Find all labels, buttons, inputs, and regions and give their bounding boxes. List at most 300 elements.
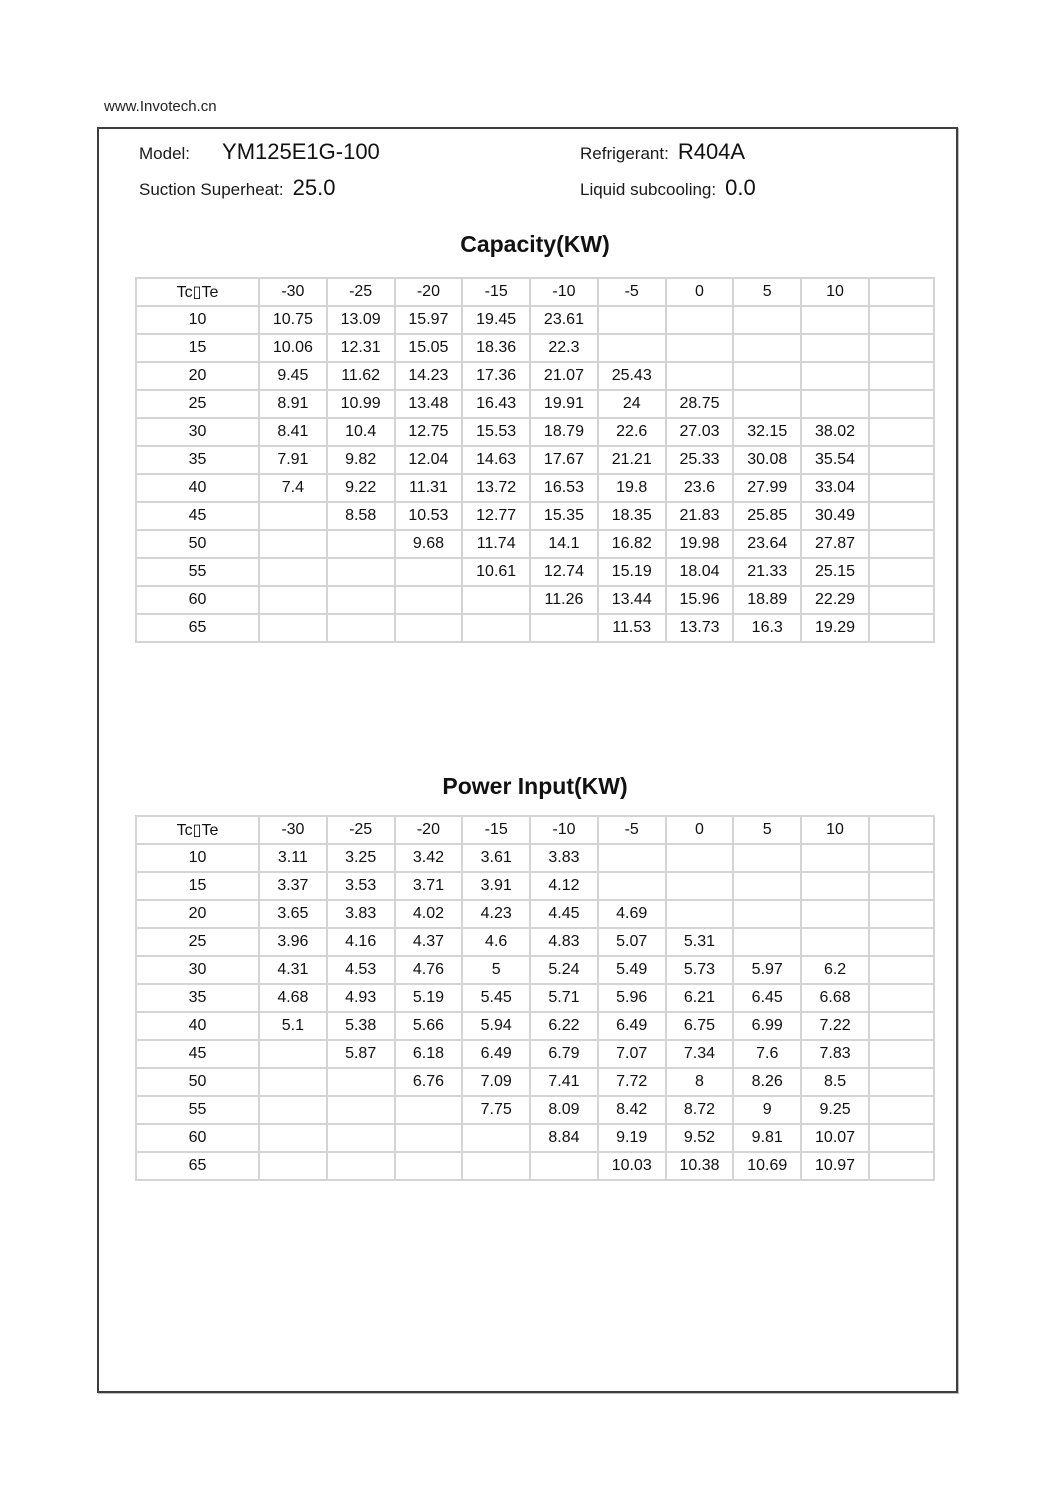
row-header-cell: 50 [136,1068,259,1096]
model-value: YM125E1G-100 [222,139,380,164]
data-cell [869,1096,934,1124]
data-cell [462,586,530,614]
row-header-cell: 55 [136,558,259,586]
data-cell [869,418,934,446]
row-header-cell: 40 [136,1012,259,1040]
data-cell: 13.72 [462,474,530,502]
data-cell [395,614,463,642]
data-cell: 4.23 [462,900,530,928]
data-cell [869,1152,934,1180]
data-cell: 8.5 [801,1068,869,1096]
data-cell: 8.91 [259,390,327,418]
table-row [136,390,934,418]
table-row [136,1040,934,1068]
data-cell [869,530,934,558]
data-cell: 10.07 [801,1124,869,1152]
data-cell [666,900,734,928]
table-row [136,1096,934,1124]
data-cell: 12.77 [462,502,530,530]
data-cell: 6.76 [395,1068,463,1096]
data-cell: 4.53 [327,956,395,984]
data-cell: 5.66 [395,1012,463,1040]
data-cell: 6.99 [733,1012,801,1040]
capacity-table-title: Capacity(KW) [460,231,610,257]
refrigerant-label: Refrigerant: [580,144,669,163]
data-cell: 4.12 [530,872,598,900]
data-cell: 4.68 [259,984,327,1012]
data-cell: 4.93 [327,984,395,1012]
data-cell: 18.36 [462,334,530,362]
data-cell: 24 [598,390,666,418]
data-cell [666,872,734,900]
data-cell: 7.4 [259,474,327,502]
data-cell [869,900,934,928]
data-cell: 10.4 [327,418,395,446]
data-cell: 4.16 [327,928,395,956]
liquid-subcooling-value: 0.0 [725,175,756,200]
row-header-cell: 20 [136,362,259,390]
column-header-cell: -25 [327,278,395,306]
data-cell: 11.62 [327,362,395,390]
data-cell: 30.49 [801,502,869,530]
column-header-cell: -15 [462,278,530,306]
data-cell: 17.67 [530,446,598,474]
data-cell: 9.22 [327,474,395,502]
data-cell: 5.94 [462,1012,530,1040]
data-cell [395,1124,463,1152]
data-cell: 7.6 [733,1040,801,1068]
data-cell [801,872,869,900]
data-cell [259,1152,327,1180]
data-cell [733,900,801,928]
table-row [136,362,934,390]
data-cell: 15.53 [462,418,530,446]
data-cell [259,502,327,530]
data-cell: 7.09 [462,1068,530,1096]
data-cell: 12.74 [530,558,598,586]
data-cell: 5.07 [598,928,666,956]
data-cell: 4.02 [395,900,463,928]
data-cell: 15.35 [530,502,598,530]
data-cell [801,306,869,334]
table-row [136,474,934,502]
data-cell: 8.58 [327,502,395,530]
data-cell [462,1124,530,1152]
data-cell: 7.22 [801,1012,869,1040]
data-cell [869,558,934,586]
data-cell: 6.21 [666,984,734,1012]
data-cell: 14.1 [530,530,598,558]
row-header-cell: 40 [136,474,259,502]
data-cell: 7.07 [598,1040,666,1068]
data-cell: 3.96 [259,928,327,956]
data-cell [801,362,869,390]
table-row [136,614,934,642]
data-cell [530,614,598,642]
data-cell: 9.45 [259,362,327,390]
data-cell: 16.82 [598,530,666,558]
row-header-cell: 10 [136,844,259,872]
data-cell: 4.83 [530,928,598,956]
row-header-cell: 15 [136,334,259,362]
column-header-cell: -10 [530,278,598,306]
data-cell: 3.83 [530,844,598,872]
data-cell [733,334,801,362]
data-cell [462,614,530,642]
data-cell [259,530,327,558]
data-cell: 16.43 [462,390,530,418]
data-cell: 10.99 [327,390,395,418]
data-cell: 9.25 [801,1096,869,1124]
column-header-cell [869,816,934,844]
data-cell [801,334,869,362]
data-cell [801,390,869,418]
data-cell: 27.87 [801,530,869,558]
column-header-cell: 0 [666,816,734,844]
table-row [136,586,934,614]
data-cell [801,844,869,872]
row-header-cell: 65 [136,1152,259,1180]
row-header-cell: 30 [136,956,259,984]
data-cell: 7.91 [259,446,327,474]
data-cell: 21.21 [598,446,666,474]
data-cell: 22.3 [530,334,598,362]
data-cell: 3.37 [259,872,327,900]
row-header-cell: 35 [136,446,259,474]
corner-cell: Tc▯Te [136,278,259,306]
table-row [136,418,934,446]
data-cell: 8.42 [598,1096,666,1124]
data-cell: 7.75 [462,1096,530,1124]
data-cell [259,1068,327,1096]
data-cell [327,586,395,614]
data-cell: 18.04 [666,558,734,586]
data-cell: 5.1 [259,1012,327,1040]
data-cell: 6.68 [801,984,869,1012]
row-header-cell: 50 [136,530,259,558]
data-cell: 9 [733,1096,801,1124]
row-header-cell: 60 [136,1124,259,1152]
data-cell: 23.6 [666,474,734,502]
data-cell [259,1096,327,1124]
row-header-cell: 65 [136,614,259,642]
data-cell: 10.97 [801,1152,869,1180]
data-cell [869,844,934,872]
column-header-cell: 10 [801,278,869,306]
data-cell: 10.38 [666,1152,734,1180]
datasheet-frame [97,127,958,1393]
data-cell: 5.96 [598,984,666,1012]
data-cell [598,844,666,872]
data-cell [666,306,734,334]
data-cell: 3.83 [327,900,395,928]
data-cell: 15.96 [666,586,734,614]
data-cell: 25.33 [666,446,734,474]
table-row [136,900,934,928]
model-info [139,139,380,169]
data-cell [733,872,801,900]
data-cell [259,558,327,586]
power-input-table-title: Power Input(KW) [442,773,628,799]
data-cell: 6.49 [598,1012,666,1040]
data-cell [666,362,734,390]
data-cell [733,844,801,872]
data-cell [259,1124,327,1152]
table-row [136,446,934,474]
data-cell: 5.38 [327,1012,395,1040]
data-cell [869,502,934,530]
column-header-cell: -15 [462,816,530,844]
data-cell [869,586,934,614]
data-cell [327,614,395,642]
data-cell: 5 [462,956,530,984]
table-row [136,872,934,900]
data-cell: 9.19 [598,1124,666,1152]
data-cell: 15.05 [395,334,463,362]
data-cell [869,306,934,334]
data-cell: 16.3 [733,614,801,642]
data-cell: 21.83 [666,502,734,530]
data-cell [259,614,327,642]
data-cell: 9.52 [666,1124,734,1152]
column-header-cell: -30 [259,278,327,306]
data-cell: 10.03 [598,1152,666,1180]
data-cell: 5.19 [395,984,463,1012]
suction-superheat-label: Suction Superheat: [139,180,284,199]
data-cell: 19.29 [801,614,869,642]
data-cell [869,614,934,642]
data-cell: 12.04 [395,446,463,474]
data-cell: 19.91 [530,390,598,418]
data-cell: 18.89 [733,586,801,614]
data-cell: 33.04 [801,474,869,502]
data-cell: 3.65 [259,900,327,928]
capacity-table [135,277,935,643]
data-cell: 6.45 [733,984,801,1012]
data-cell: 18.79 [530,418,598,446]
data-cell [869,1124,934,1152]
table-row [136,1124,934,1152]
data-cell: 5.87 [327,1040,395,1068]
data-cell: 8.84 [530,1124,598,1152]
data-cell [462,1152,530,1180]
data-cell: 9.81 [733,1124,801,1152]
data-cell: 30.08 [733,446,801,474]
column-header-cell: 0 [666,278,734,306]
data-cell: 8.72 [666,1096,734,1124]
data-cell: 10.53 [395,502,463,530]
table-row [136,928,934,956]
suction-superheat-value: 25.0 [292,175,336,200]
data-cell [598,872,666,900]
data-cell [869,928,934,956]
data-cell: 32.15 [733,418,801,446]
row-header-cell: 30 [136,418,259,446]
data-cell: 18.35 [598,502,666,530]
data-cell: 22.29 [801,586,869,614]
data-cell: 11.26 [530,586,598,614]
liquid-subcooling-label: Liquid subcooling: [580,180,717,199]
column-header-cell: -10 [530,816,598,844]
data-cell: 19.45 [462,306,530,334]
data-cell: 12.75 [395,418,463,446]
data-cell: 3.11 [259,844,327,872]
data-cell: 23.64 [733,530,801,558]
data-cell [530,1152,598,1180]
power-input-table [135,815,935,1181]
data-cell: 21.33 [733,558,801,586]
data-cell: 9.68 [395,530,463,558]
data-cell [869,872,934,900]
table-row [136,1012,934,1040]
table-row [136,1068,934,1096]
data-cell: 12.31 [327,334,395,362]
data-cell: 17.36 [462,362,530,390]
data-cell: 7.83 [801,1040,869,1068]
data-cell: 9.82 [327,446,395,474]
data-cell [327,1068,395,1096]
table-row [136,558,934,586]
data-cell: 11.31 [395,474,463,502]
data-cell [869,984,934,1012]
data-cell: 4.69 [598,900,666,928]
table-row [136,844,934,872]
data-cell [395,586,463,614]
data-cell [259,1040,327,1068]
table-row [136,956,934,984]
data-cell: 6.2 [801,956,869,984]
data-cell: 6.18 [395,1040,463,1068]
column-header-cell: -20 [395,816,463,844]
data-cell: 13.44 [598,586,666,614]
website-url: www.Invotech.cn [104,98,217,115]
row-header-cell: 10 [136,306,259,334]
data-cell: 6.22 [530,1012,598,1040]
data-cell: 15.19 [598,558,666,586]
data-cell: 28.75 [666,390,734,418]
data-cell [801,928,869,956]
data-cell: 4.37 [395,928,463,956]
data-cell: 5.73 [666,956,734,984]
table-row [136,502,934,530]
data-cell [869,1068,934,1096]
data-cell: 5.31 [666,928,734,956]
data-cell [733,390,801,418]
data-cell: 10.69 [733,1152,801,1180]
table-row [136,334,934,362]
data-cell: 19.8 [598,474,666,502]
table-header-row [136,278,934,306]
data-cell [666,844,734,872]
data-cell: 22.6 [598,418,666,446]
data-cell: 25.15 [801,558,869,586]
data-cell: 6.79 [530,1040,598,1068]
data-cell: 27.03 [666,418,734,446]
data-cell [327,1152,395,1180]
row-header-cell: 45 [136,502,259,530]
data-cell [869,390,934,418]
data-cell: 8.26 [733,1068,801,1096]
data-cell: 11.74 [462,530,530,558]
column-header-cell: -5 [598,278,666,306]
row-header-cell: 60 [136,586,259,614]
data-cell [327,1124,395,1152]
data-cell: 11.53 [598,614,666,642]
column-header-cell: 5 [733,278,801,306]
data-cell: 7.34 [666,1040,734,1068]
data-cell: 8 [666,1068,734,1096]
column-header-cell: -30 [259,816,327,844]
column-header-cell [869,278,934,306]
data-cell: 6.75 [666,1012,734,1040]
data-cell: 4.31 [259,956,327,984]
data-cell: 3.61 [462,844,530,872]
row-header-cell: 20 [136,900,259,928]
column-header-cell: 5 [733,816,801,844]
data-cell [733,362,801,390]
table-row [136,1152,934,1180]
data-cell: 8.09 [530,1096,598,1124]
data-cell: 10.75 [259,306,327,334]
data-cell [598,306,666,334]
data-cell [327,530,395,558]
data-cell [869,1012,934,1040]
table-row [136,306,934,334]
row-header-cell: 35 [136,984,259,1012]
data-cell: 4.6 [462,928,530,956]
column-header-cell: 10 [801,816,869,844]
data-cell [801,900,869,928]
refrigerant-value: R404A [677,139,746,164]
data-cell: 21.07 [530,362,598,390]
data-cell [395,1096,463,1124]
corner-cell: Tc▯Te [136,816,259,844]
data-cell [869,474,934,502]
data-cell: 27.99 [733,474,801,502]
data-cell [869,362,934,390]
data-cell [869,956,934,984]
column-header-cell: -25 [327,816,395,844]
row-header-cell: 25 [136,928,259,956]
row-header-cell: 15 [136,872,259,900]
data-cell [869,334,934,362]
data-cell: 5.71 [530,984,598,1012]
data-cell: 10.61 [462,558,530,586]
refrigerant-info [580,139,745,169]
data-cell: 3.91 [462,872,530,900]
column-header-cell: -5 [598,816,666,844]
data-cell [598,334,666,362]
data-cell: 15.97 [395,306,463,334]
data-cell [733,928,801,956]
data-cell: 3.25 [327,844,395,872]
row-header-cell: 45 [136,1040,259,1068]
data-cell: 6.49 [462,1040,530,1068]
data-cell: 7.41 [530,1068,598,1096]
data-cell: 8.41 [259,418,327,446]
data-cell: 19.98 [666,530,734,558]
data-cell [666,334,734,362]
data-cell: 3.71 [395,872,463,900]
data-cell: 23.61 [530,306,598,334]
data-cell: 5.45 [462,984,530,1012]
data-cell: 4.45 [530,900,598,928]
table-row [136,984,934,1012]
row-header-cell: 55 [136,1096,259,1124]
data-cell: 13.09 [327,306,395,334]
data-cell [327,1096,395,1124]
data-cell: 10.06 [259,334,327,362]
